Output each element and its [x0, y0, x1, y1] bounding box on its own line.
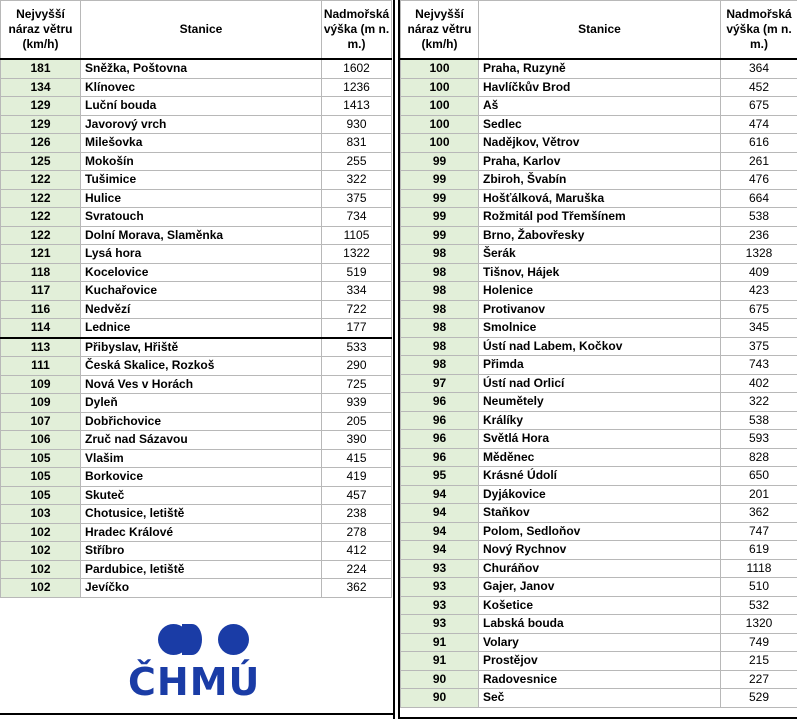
altitude-cell: 415 [322, 449, 392, 468]
table-row [401, 411, 797, 430]
logo-dot-icon [158, 624, 189, 655]
gust-speed-cell: 122 [1, 208, 81, 227]
table-row [401, 578, 797, 597]
altitude-cell: 457 [322, 486, 392, 505]
altitude-cell: 725 [322, 375, 392, 394]
station-cell: Churáňov [479, 559, 721, 578]
gust-speed-cell: 105 [1, 468, 81, 487]
gust-speed-cell: 109 [1, 375, 81, 394]
gust-speed-cell: 181 [1, 59, 81, 78]
altitude-cell: 390 [322, 431, 392, 450]
station-cell: Nová Ves v Horách [81, 375, 322, 394]
altitude-cell: 290 [322, 357, 392, 376]
table-row [1, 134, 392, 153]
table-row [1, 189, 392, 208]
table-row [401, 97, 797, 116]
gust-speed-cell: 99 [401, 152, 479, 171]
gust-speed-cell: 97 [401, 374, 479, 393]
altitude-cell: 529 [721, 689, 797, 708]
gust-speed-cell: 100 [401, 115, 479, 134]
gust-speed-cell: 116 [1, 300, 81, 319]
table-row [401, 319, 797, 338]
table-row [401, 393, 797, 412]
gust-speed-cell: 129 [1, 97, 81, 116]
altitude-cell: 593 [721, 430, 797, 449]
altitude-cell: 619 [721, 541, 797, 560]
table-row [1, 245, 392, 264]
altitude-cell: 227 [721, 670, 797, 689]
table-row [401, 226, 797, 245]
station-cell: Skuteč [81, 486, 322, 505]
altitude-cell: 1236 [322, 78, 392, 97]
station-cell: Polom, Sedloňov [479, 522, 721, 541]
station-cell: Svratouch [81, 208, 322, 227]
table-row [401, 59, 797, 78]
station-cell: Klínovec [81, 78, 322, 97]
table-row [1, 338, 392, 357]
logo-dot-icon [218, 624, 249, 655]
station-cell: Česká Skalice, Rozkoš [81, 357, 322, 376]
station-cell: Radovesnice [479, 670, 721, 689]
gust-speed-cell: 100 [401, 78, 479, 97]
station-cell: Chotusice, letiště [81, 505, 322, 524]
station-cell: Pardubice, letiště [81, 560, 322, 579]
table-row [401, 78, 797, 97]
altitude-cell: 255 [322, 152, 392, 171]
altitude-cell: 939 [322, 394, 392, 413]
gust-speed-cell: 96 [401, 430, 479, 449]
gust-speed-cell: 99 [401, 171, 479, 190]
station-cell: Labská bouda [479, 615, 721, 634]
table-row [401, 633, 797, 652]
gust-speed-cell: 95 [401, 467, 479, 486]
altitude-cell: 474 [721, 115, 797, 134]
altitude-cell: 322 [322, 171, 392, 190]
altitude-cell: 1413 [322, 97, 392, 116]
table-row [1, 282, 392, 301]
station-cell: Havlíčkův Brod [479, 78, 721, 97]
station-cell: Praha, Karlov [479, 152, 721, 171]
altitude-cell: 510 [721, 578, 797, 597]
altitude-cell: 362 [322, 579, 392, 598]
station-cell: Kocelovice [81, 263, 322, 282]
gust-speed-cell: 91 [401, 652, 479, 671]
station-cell: Lednice [81, 319, 322, 338]
altitude-cell: 747 [721, 522, 797, 541]
logo-text: ČHMÚ [128, 660, 261, 704]
gust-speed-cell: 100 [401, 134, 479, 153]
table-row [1, 226, 392, 245]
table-row [401, 504, 797, 523]
altitude-cell: 734 [322, 208, 392, 227]
station-cell: Králíky [479, 411, 721, 430]
table-row [1, 300, 392, 319]
gust-speed-cell: 93 [401, 596, 479, 615]
altitude-cell: 201 [721, 485, 797, 504]
station-cell: Borkovice [81, 468, 322, 487]
altitude-cell: 364 [721, 59, 797, 78]
altitude-cell: 538 [721, 411, 797, 430]
header-altitude: Nadmořská výška (m n. m.) [721, 1, 797, 60]
table-row [401, 134, 797, 153]
altitude-cell: 402 [721, 374, 797, 393]
table-row [401, 282, 797, 301]
station-cell: Javorový vrch [81, 115, 322, 134]
station-cell: Seč [479, 689, 721, 708]
gust-speed-cell: 121 [1, 245, 81, 264]
table-row [401, 300, 797, 319]
station-cell: Luční bouda [81, 97, 322, 116]
station-cell: Nedvězí [81, 300, 322, 319]
station-cell: Prostějov [479, 652, 721, 671]
table-row [1, 97, 392, 116]
table-row [1, 208, 392, 227]
gust-speed-cell: 99 [401, 226, 479, 245]
station-cell: Milešovka [81, 134, 322, 153]
header-station: Stanice [81, 1, 322, 60]
station-cell: Dyjákovice [479, 485, 721, 504]
station-cell: Holenice [479, 282, 721, 301]
altitude-cell: 345 [721, 319, 797, 338]
left-wind-gust-table [0, 0, 392, 598]
gust-speed-cell: 111 [1, 357, 81, 376]
altitude-cell: 224 [322, 560, 392, 579]
gust-speed-cell: 109 [1, 394, 81, 413]
table-row [1, 523, 392, 542]
altitude-cell: 375 [721, 337, 797, 356]
table-row [401, 596, 797, 615]
station-cell: Volary [479, 633, 721, 652]
gust-speed-cell: 105 [1, 449, 81, 468]
station-cell: Brno, Žabovřesky [479, 226, 721, 245]
table-row [1, 560, 392, 579]
altitude-cell: 749 [721, 633, 797, 652]
station-cell: Kuchařovice [81, 282, 322, 301]
altitude-cell: 1105 [322, 226, 392, 245]
altitude-cell: 1328 [721, 245, 797, 264]
station-cell: Tišnov, Hájek [479, 263, 721, 282]
altitude-cell: 215 [721, 652, 797, 671]
table-row [401, 522, 797, 541]
altitude-cell: 334 [322, 282, 392, 301]
gust-speed-cell: 103 [1, 505, 81, 524]
table-row [401, 189, 797, 208]
station-cell: Jevíčko [81, 579, 322, 598]
table-row [1, 152, 392, 171]
gust-speed-cell: 98 [401, 300, 479, 319]
header-altitude: Nadmořská výška (m n. m.) [322, 1, 392, 60]
gust-speed-cell: 93 [401, 578, 479, 597]
gust-speed-cell: 98 [401, 319, 479, 338]
altitude-cell: 409 [721, 263, 797, 282]
gust-speed-cell: 126 [1, 134, 81, 153]
gust-speed-cell: 94 [401, 485, 479, 504]
station-cell: Zbiroh, Švabín [479, 171, 721, 190]
altitude-cell: 261 [721, 152, 797, 171]
station-cell: Dobřichovice [81, 412, 322, 431]
altitude-cell: 362 [721, 504, 797, 523]
table-row [401, 541, 797, 560]
altitude-cell: 423 [721, 282, 797, 301]
station-cell: Hulice [81, 189, 322, 208]
station-cell: Zruč nad Sázavou [81, 431, 322, 450]
station-cell: Mokošín [81, 152, 322, 171]
table-row [1, 412, 392, 431]
header-max-gust: Nejvyšší náraz větru (km/h) [1, 1, 81, 60]
table-row [401, 171, 797, 190]
gust-speed-cell: 96 [401, 393, 479, 412]
altitude-cell: 664 [721, 189, 797, 208]
table-row [401, 337, 797, 356]
altitude-cell: 322 [721, 393, 797, 412]
table-row [401, 208, 797, 227]
altitude-cell: 930 [322, 115, 392, 134]
station-cell: Dolní Morava, Slaměnka [81, 226, 322, 245]
right-wind-gust-table [400, 0, 797, 708]
table-row [1, 486, 392, 505]
gust-speed-cell: 125 [1, 152, 81, 171]
station-cell: Přimda [479, 356, 721, 375]
altitude-cell: 831 [322, 134, 392, 153]
station-cell: Přibyslav, Hřiště [81, 338, 322, 357]
gust-speed-cell: 107 [1, 412, 81, 431]
station-cell: Ústí nad Orlicí [479, 374, 721, 393]
table-row [1, 579, 392, 598]
table-row [401, 356, 797, 375]
station-cell: Rožmitál pod Třemšínem [479, 208, 721, 227]
station-cell: Dyleň [81, 394, 322, 413]
gust-speed-cell: 113 [1, 338, 81, 357]
table-row [401, 115, 797, 134]
station-cell: Hradec Králové [81, 523, 322, 542]
gust-speed-cell: 96 [401, 411, 479, 430]
altitude-cell: 722 [322, 300, 392, 319]
left-bottom-rule [0, 713, 395, 715]
station-cell: Nadějkov, Větrov [479, 134, 721, 153]
table-row [1, 263, 392, 282]
altitude-cell: 238 [322, 505, 392, 524]
altitude-cell: 1118 [721, 559, 797, 578]
gust-speed-cell: 98 [401, 356, 479, 375]
table-row [1, 319, 392, 338]
altitude-cell: 476 [721, 171, 797, 190]
table-row [401, 652, 797, 671]
gust-speed-cell: 102 [1, 523, 81, 542]
table-row [1, 394, 392, 413]
station-cell: Krásné Údolí [479, 467, 721, 486]
altitude-cell: 538 [721, 208, 797, 227]
altitude-cell: 532 [721, 596, 797, 615]
table-row [1, 468, 392, 487]
altitude-cell: 278 [322, 523, 392, 542]
station-cell: Hošťálková, Maruška [479, 189, 721, 208]
station-cell: Lysá hora [81, 245, 322, 264]
gust-speed-cell: 98 [401, 263, 479, 282]
table-row [1, 78, 392, 97]
station-cell: Staňkov [479, 504, 721, 523]
table-row [1, 375, 392, 394]
station-cell: Aš [479, 97, 721, 116]
altitude-cell: 616 [721, 134, 797, 153]
station-cell: Gajer, Janov [479, 578, 721, 597]
gust-speed-cell: 91 [401, 633, 479, 652]
gust-speed-cell: 122 [1, 226, 81, 245]
altitude-cell: 177 [322, 319, 392, 338]
gust-speed-cell: 100 [401, 59, 479, 78]
station-cell: Měděnec [479, 448, 721, 467]
gust-speed-cell: 102 [1, 542, 81, 561]
table-row [401, 374, 797, 393]
gust-speed-cell: 117 [1, 282, 81, 301]
table-row [401, 152, 797, 171]
table-row [1, 505, 392, 524]
altitude-cell: 533 [322, 338, 392, 357]
table-row [401, 263, 797, 282]
altitude-cell: 205 [322, 412, 392, 431]
station-cell: Sedlec [479, 115, 721, 134]
gust-speed-cell: 93 [401, 615, 479, 634]
gust-speed-cell: 122 [1, 171, 81, 190]
gust-speed-cell: 90 [401, 689, 479, 708]
altitude-cell: 1602 [322, 59, 392, 78]
altitude-cell: 519 [322, 263, 392, 282]
table-row [1, 357, 392, 376]
gust-speed-cell: 114 [1, 319, 81, 338]
altitude-cell: 236 [721, 226, 797, 245]
table-row [1, 542, 392, 561]
table-row [401, 430, 797, 449]
altitude-cell: 743 [721, 356, 797, 375]
table-row [1, 59, 392, 78]
altitude-cell: 1322 [322, 245, 392, 264]
station-cell: Světlá Hora [479, 430, 721, 449]
table-row [401, 689, 797, 708]
gust-speed-cell: 98 [401, 282, 479, 301]
gust-speed-cell: 93 [401, 559, 479, 578]
gust-speed-cell: 102 [1, 579, 81, 598]
altitude-cell: 650 [721, 467, 797, 486]
table-row [1, 115, 392, 134]
gust-speed-cell: 105 [1, 486, 81, 505]
gust-speed-cell: 118 [1, 263, 81, 282]
altitude-cell: 675 [721, 300, 797, 319]
altitude-cell: 452 [721, 78, 797, 97]
station-cell: Sněžka, Poštovna [81, 59, 322, 78]
gust-speed-cell: 106 [1, 431, 81, 450]
gust-speed-cell: 122 [1, 189, 81, 208]
gust-speed-cell: 99 [401, 208, 479, 227]
table-row [401, 485, 797, 504]
station-cell: Tušimice [81, 171, 322, 190]
gust-speed-cell: 102 [1, 560, 81, 579]
altitude-cell: 828 [721, 448, 797, 467]
header-max-gust: Nejvyšší náraz větru (km/h) [401, 1, 479, 60]
gust-speed-cell: 129 [1, 115, 81, 134]
gust-speed-cell: 98 [401, 245, 479, 264]
gust-speed-cell: 94 [401, 541, 479, 560]
altitude-cell: 1320 [721, 615, 797, 634]
station-cell: Šerák [479, 245, 721, 264]
gust-speed-cell: 96 [401, 448, 479, 467]
table-row [401, 670, 797, 689]
station-cell: Neumětely [479, 393, 721, 412]
altitude-cell: 375 [322, 189, 392, 208]
table-row [401, 615, 797, 634]
chmu-logo [118, 620, 268, 705]
station-cell: Smolnice [479, 319, 721, 338]
station-cell: Košetice [479, 596, 721, 615]
table-row [401, 467, 797, 486]
gust-speed-cell: 100 [401, 97, 479, 116]
gust-speed-cell: 94 [401, 522, 479, 541]
station-cell: Praha, Ruzyně [479, 59, 721, 78]
station-cell: Protivanov [479, 300, 721, 319]
table-row [1, 431, 392, 450]
gust-speed-cell: 90 [401, 670, 479, 689]
gust-speed-cell: 94 [401, 504, 479, 523]
table-row [1, 449, 392, 468]
altitude-cell: 419 [322, 468, 392, 487]
table-row [401, 245, 797, 264]
station-cell: Stříbro [81, 542, 322, 561]
gust-speed-cell: 99 [401, 189, 479, 208]
altitude-cell: 675 [721, 97, 797, 116]
altitude-cell: 412 [322, 542, 392, 561]
station-cell: Nový Rychnov [479, 541, 721, 560]
table-row [401, 559, 797, 578]
station-cell: Vlašim [81, 449, 322, 468]
table-row [401, 448, 797, 467]
header-station: Stanice [479, 1, 721, 60]
station-cell: Ústí nad Labem, Kočkov [479, 337, 721, 356]
table-row [1, 171, 392, 190]
gust-speed-cell: 134 [1, 78, 81, 97]
gust-speed-cell: 98 [401, 337, 479, 356]
